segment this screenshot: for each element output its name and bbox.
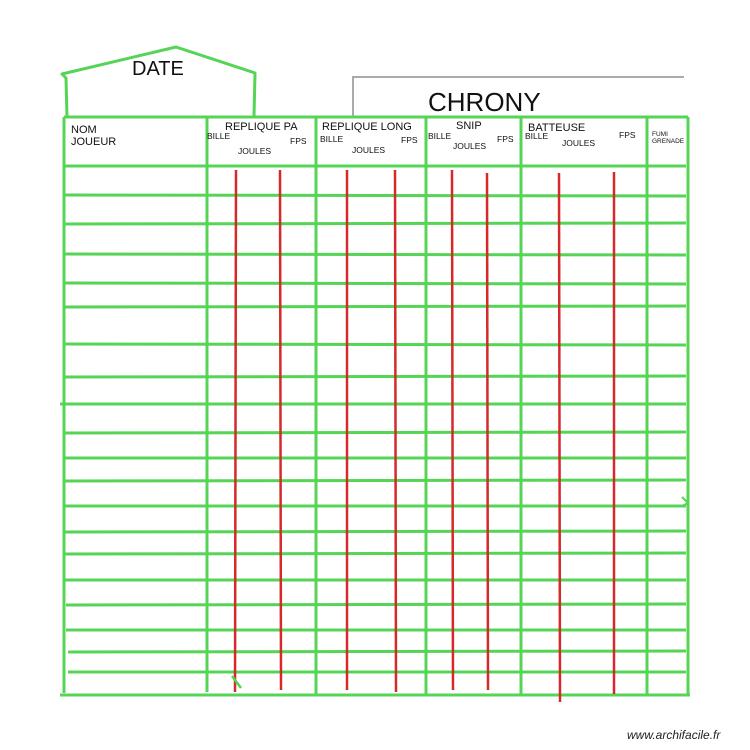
row-lines	[60, 166, 686, 672]
snip-title: SNIP	[456, 120, 482, 132]
batteuse-fps: FPS	[619, 130, 636, 140]
batteuse-bille: BILLE	[525, 131, 549, 141]
player-header-line1: NOM	[71, 124, 97, 136]
table-row-line	[64, 283, 686, 284]
table-row-line	[64, 223, 686, 224]
replique-long-fps: FPS	[401, 135, 418, 145]
stray-strokes	[232, 497, 688, 688]
replique-pa-joules: JOULES	[238, 146, 272, 156]
table-row-line	[66, 604, 686, 605]
table-row-line	[64, 480, 686, 481]
table-row-line	[64, 376, 686, 377]
table-row-line	[68, 651, 686, 652]
fumi-header-line1: FUMI	[652, 131, 668, 138]
column-separators	[207, 117, 647, 695]
table-row-line	[64, 344, 686, 345]
page-title: CHRONY	[428, 87, 541, 117]
table-row-line	[64, 195, 686, 196]
fumi-header-line2: GRENADE	[652, 138, 685, 145]
replique-long-joules: JOULES	[352, 145, 386, 155]
table-row-line	[64, 531, 686, 532]
table-row-line	[64, 553, 686, 554]
replique-pa-title: REPLIQUE PA	[225, 121, 298, 133]
snip-bille: BILLE	[428, 131, 452, 141]
snip-joules: JOULES	[453, 141, 487, 151]
replique-pa-bille: BILLE	[207, 131, 231, 141]
watermark: www.archifacile.fr	[627, 728, 721, 742]
batteuse-joules: JOULES	[562, 138, 596, 148]
snip-fps: FPS	[497, 134, 514, 144]
batteuse-title: BATTEUSE	[528, 122, 586, 134]
date-label: DATE	[132, 58, 184, 80]
replique-long-bille: BILLE	[320, 134, 344, 144]
replique-pa-fps: FPS	[290, 136, 307, 146]
table-frame	[60, 117, 690, 695]
replique-long-title: REPLIQUE LONG	[322, 121, 412, 133]
player-header-line2: JOUEUR	[71, 136, 117, 148]
table-row-line	[64, 306, 686, 307]
table-row-line	[64, 254, 686, 255]
table-row-line	[64, 432, 686, 433]
